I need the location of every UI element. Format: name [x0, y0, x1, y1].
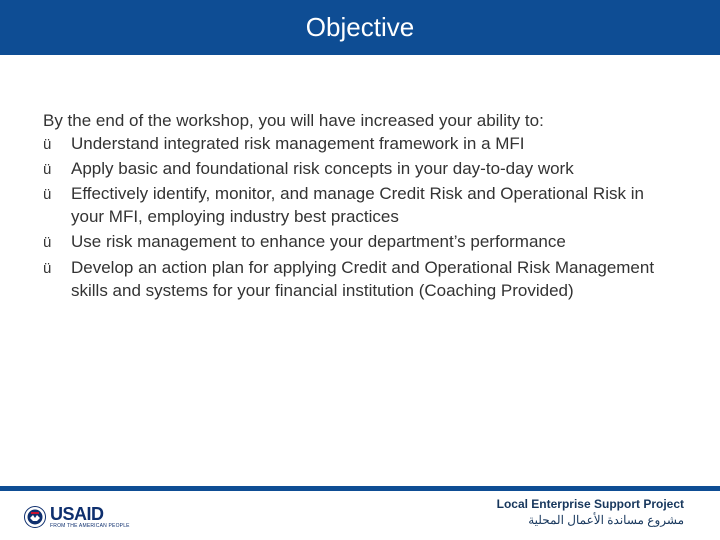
project-name-english: Local Enterprise Support Project — [496, 497, 684, 511]
list-item-text: Use risk management to enhance your department’s performance — [71, 232, 566, 252]
title-bar — [0, 0, 720, 55]
list-item — [43, 231, 683, 254]
footer — [0, 491, 720, 540]
usaid-wordmark: USAID — [50, 504, 104, 524]
list-item-text: Apply basic and foundational risk concepts in your day-to-day work — [71, 159, 574, 179]
content-area — [43, 110, 683, 304]
list-item — [43, 257, 683, 303]
list-item — [43, 133, 683, 156]
list-item — [43, 183, 683, 229]
list-item-text: Understand integrated risk management framework in a MFI — [71, 133, 525, 153]
usaid-seal-icon — [24, 506, 46, 528]
list-item-text: Develop an action plan for applying Credit and Operational Risk Management skills and systems for your financial institution (Coaching Provided) — [71, 257, 655, 300]
usaid-logo — [24, 501, 130, 533]
list-item-text: Effectively identify, monitor, and manage Credit Risk and Operational Risk in your MFI, employing industry best practices — [71, 184, 644, 227]
checkmark-icon: ü — [43, 161, 52, 179]
usaid-tagline: FROM THE AMERICAN PEOPLE — [50, 523, 130, 529]
page-title: Objective — [305, 11, 415, 42]
objectives-list — [43, 133, 683, 303]
checkmark-icon: ü — [43, 186, 52, 204]
checkmark-icon: ü — [43, 135, 52, 153]
project-name-arabic: مشروع مساندة الأعمال المحلية — [528, 513, 684, 527]
project-logo — [497, 497, 684, 527]
checkmark-icon: ü — [43, 234, 52, 252]
list-item — [43, 158, 683, 181]
checkmark-icon: ü — [43, 259, 52, 277]
intro-text: By the end of the workshop, you will have increased your ability to: — [43, 111, 544, 130]
